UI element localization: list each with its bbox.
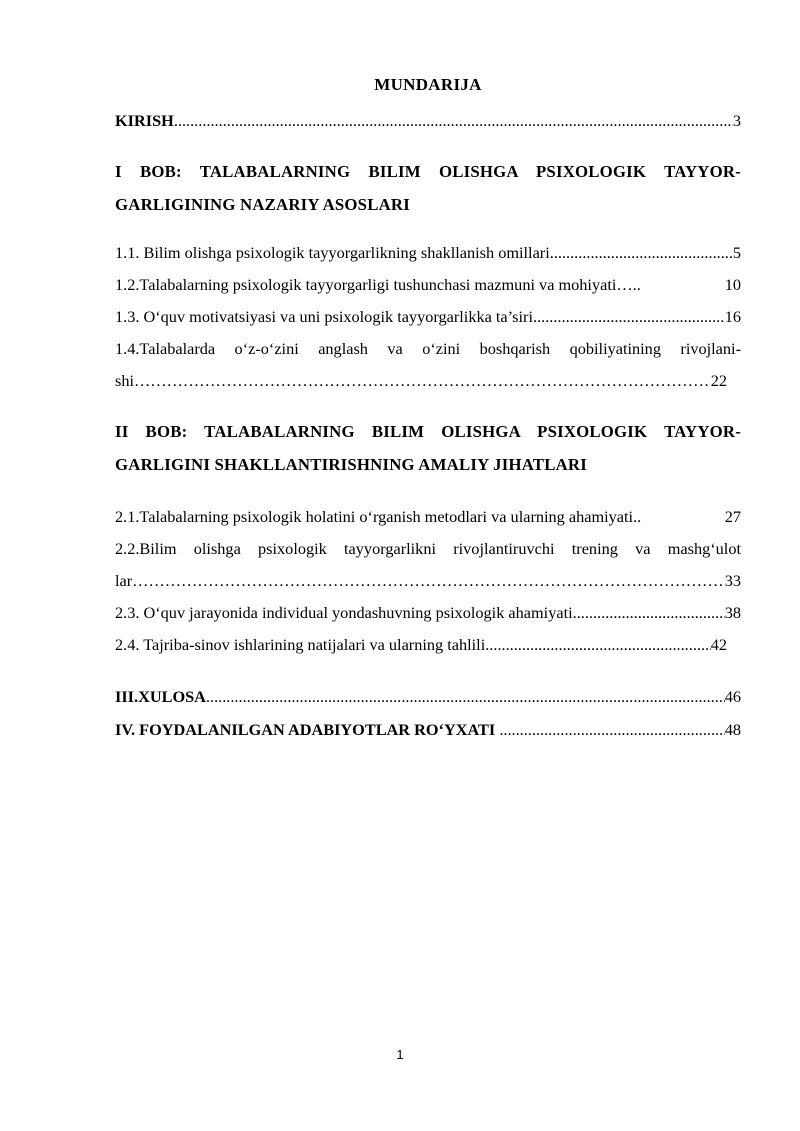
chapter-1-heading-line1: I BOB: TALABALARNING BILIM OLISHGA PSIXOLOGIK TAYYOR- [115,162,741,181]
toc-entry-conclusion[interactable] [115,686,741,708]
toc-entry-1-3[interactable] [115,306,741,328]
toc-entry-label: lar [115,571,133,590]
toc-page-number: 38 [724,603,741,622]
toc-entry-2-4[interactable] [115,634,727,656]
toc-entry-references[interactable] [115,719,741,741]
page-title: MUNDARIJA [374,75,482,94]
toc-entry-2-3[interactable] [115,602,741,624]
toc-page-number: 22 [710,371,727,390]
dot-leader [134,370,711,392]
toc-page-number: 27 [724,507,741,526]
chapter-2-heading-line2: GARLIGINI SHAKLLANTIRISHNING AMALIY JIHATLARI [115,455,587,474]
toc-entry-1-1[interactable] [115,242,741,264]
toc-page-number: 42 [710,635,727,654]
toc-entry-2-2-line2[interactable] [115,570,741,592]
toc-entry-1-2[interactable] [115,274,741,296]
toc-entry-1-4-line2[interactable] [115,370,727,392]
toc-entry-label: III.XULOSA [115,687,206,706]
toc-entry-label: 2.3. O‘quv jarayonida individual yondashuvning psixologik ahamiyati [115,603,573,622]
toc-entry-label: shi [115,371,135,390]
toc-page-number: 5 [732,243,741,262]
toc-page-number: 10 [724,275,741,294]
toc-entry-1-4-line1[interactable]: 1.4.Talabalarda o‘z-o‘zini anglash va o‘zini boshqarish qobiliyatining rivojlani- [115,339,741,358]
dot-leader [132,570,725,592]
toc-entry-label: 1.2.Talabalarning psixologik tayyorgarligi tushunchasi mazmuni va mohiyati….. [115,275,641,294]
toc-entry-2-2-line1[interactable]: 2.2.Bilim olishga psixologik tayyorgarlikni rivojlantiruvchi trening va mashg‘ulot [115,539,741,558]
dot-leader [533,306,725,328]
toc-entry-2-1[interactable] [115,506,741,528]
toc-entry-label: 2.4. Tajriba-sinov ishlarining natijalari va ularning tahlili [115,635,486,654]
toc-entry-label: 2.1.Talabalarning psixologik holatini o‘rganish metodlari va ularning ahamiyati.. [115,507,642,526]
toc-page-number: 3 [732,111,741,130]
toc-entry-label: KIRISH [115,111,174,130]
toc-entry-label: 1.3. O‘quv motivatsiyasi va uni psixologik tayyorgarlikka ta’siri [115,307,533,326]
chapter-2-heading-line1: II BOB: TALABALARNING BILIM OLISHGA PSIXOLOGIK TAYYOR- [115,422,741,441]
dot-leader [550,242,733,264]
toc-entry-label: 1.1. Bilim olishga psixologik tayyorgarlikning shakllanish omillari [115,243,550,262]
chapter-1-heading-line2: GARLIGINING NAZARIY ASOSLARI [115,195,410,214]
page-number: 1 [396,1047,404,1062]
toc-page-number: 48 [724,720,741,739]
dot-leader [174,110,733,132]
dot-leader [206,686,725,708]
dot-leader [573,602,725,624]
toc-page-number: 33 [724,571,741,590]
toc-entry-intro[interactable] [115,110,741,132]
dot-leader [499,719,724,741]
dot-leader [485,634,710,656]
toc-page-number: 46 [724,687,741,706]
toc-page-number: 16 [724,307,741,326]
toc-entry-label: IV. FOYDALANILGAN ADABIYOTLAR RO‘YXATI [115,720,500,739]
